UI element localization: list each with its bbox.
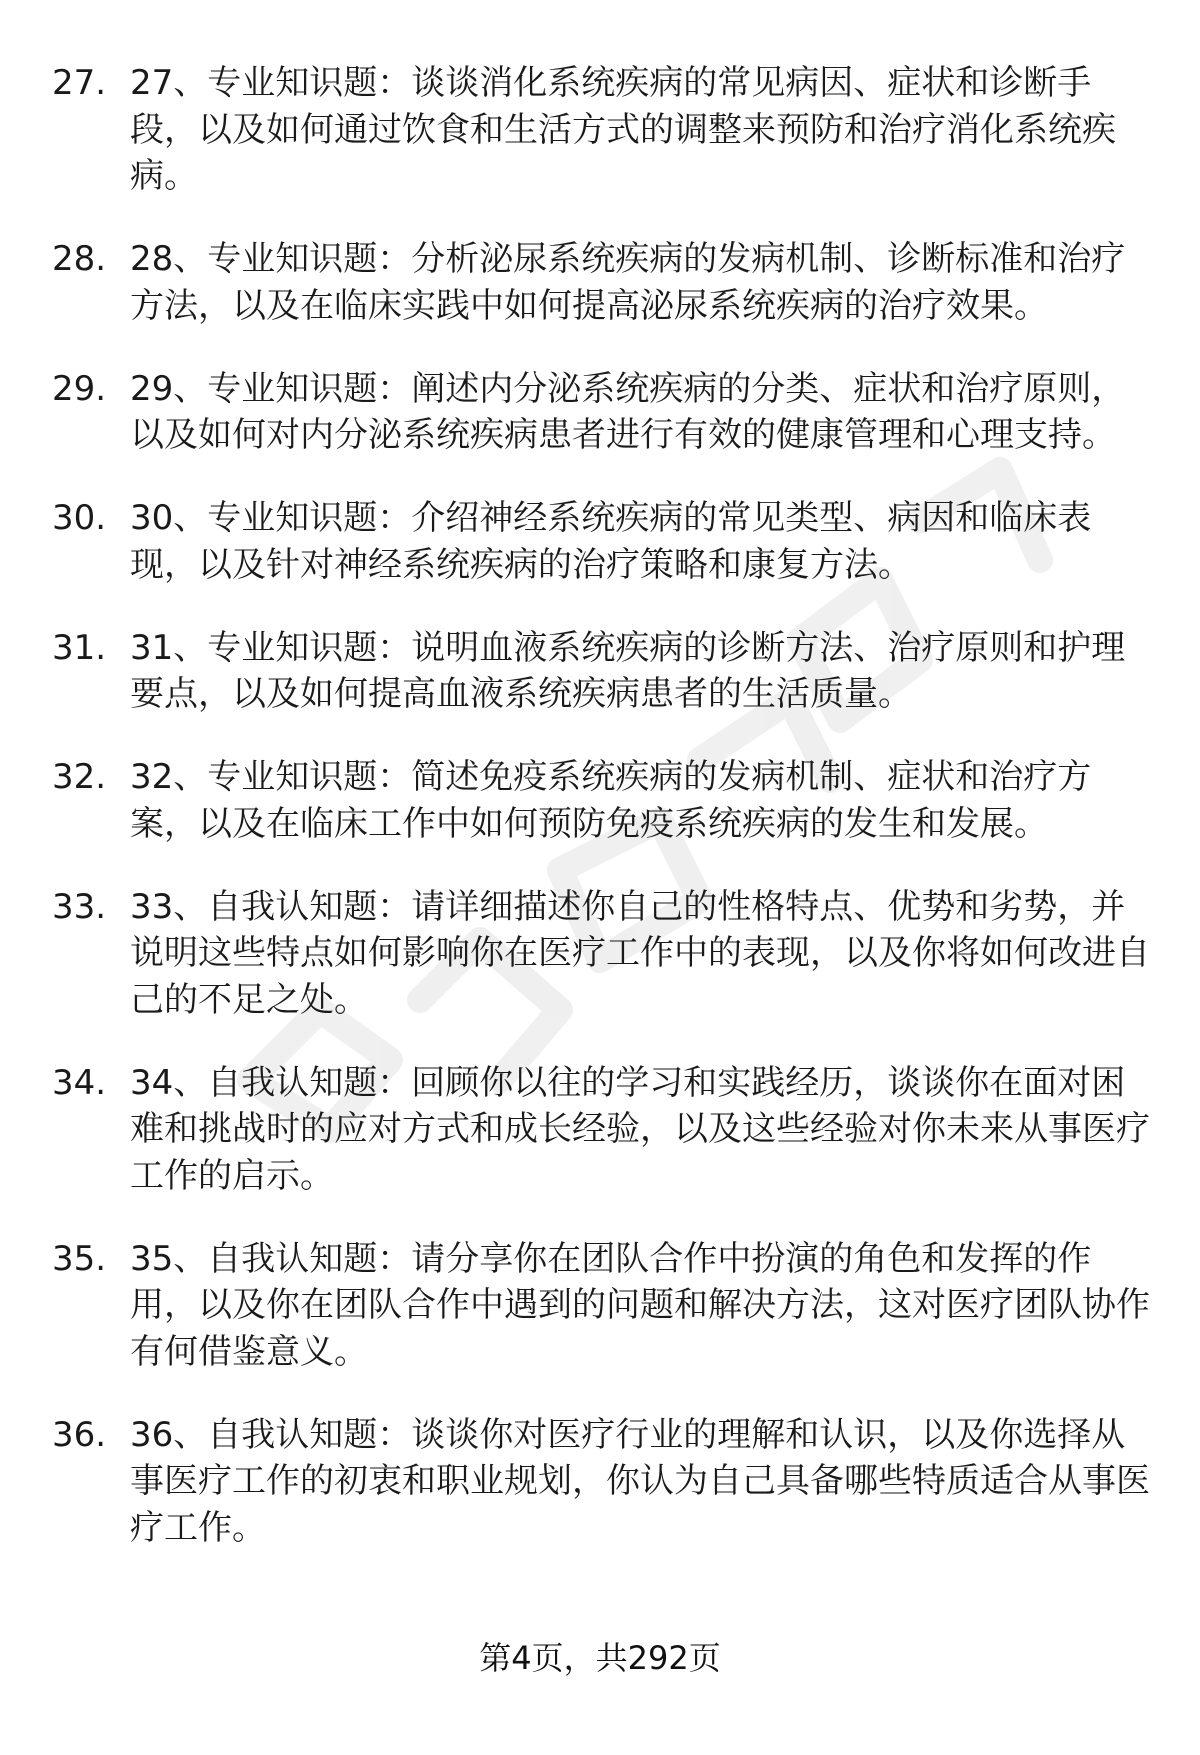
question-item	[52, 366, 1152, 459]
question-number: 27.	[52, 63, 107, 103]
question-list	[52, 60, 1152, 1588]
question-text: 32、专业知识题：简述免疫系统疾病的发病机制、症状和治疗方案，以及在临床工作中如何预防免疫系统疾病的发生和发展。	[130, 757, 1092, 844]
question-item	[52, 236, 1152, 329]
question-number: 31.	[52, 627, 107, 668]
question-number: 29.	[52, 368, 107, 409]
question-number: 32.	[52, 757, 107, 797]
question-number: 34.	[52, 1062, 107, 1103]
question-text: 34、自我认知题：回顾你以往的学习和实践经历，谈谈你在面对困难和挑战时的应对方式和成长经验，以及这些经验对你未来从事医疗工作的启示。	[130, 1062, 1150, 1196]
question-text: 29、专业知识题：阐述内分泌系统疾病的分类、症状和治疗原则，以及如何对内分泌系统疾病患者进行有效的健康管理和心理支持。	[130, 368, 1126, 455]
question-text: 28、专业知识题：分析泌尿系统疾病的发病机制、诊断标准和治疗方法，以及在临床实践中如何提高泌尿系统疾病的治疗效果。	[130, 239, 1126, 326]
question-item	[52, 495, 1152, 588]
question-text: 33、自我认知题：请详细描述你自己的性格特点、优势和劣势，并说明这些特点如何影响你在医疗工作中的表现，以及你将如何改进自己的不足之处。	[130, 886, 1150, 1020]
question-item	[52, 1412, 1152, 1552]
question-number: 28.	[52, 239, 107, 279]
question-item	[52, 884, 1152, 1024]
question-item	[52, 625, 1152, 718]
question-item	[52, 60, 1152, 200]
question-number: 30.	[52, 498, 107, 538]
question-number: 33.	[52, 886, 107, 927]
question-text: 31、专业知识题：说明血液系统疾病的诊断方法、治疗原则和护理要点，以及如何提高血液系统疾病患者的生活质量。	[130, 627, 1126, 714]
question-text: 30、专业知识题：介绍神经系统疾病的常见类型、病因和临床表现，以及针对神经系统疾病的治疗策略和康复方法。	[130, 498, 1092, 585]
question-item	[52, 754, 1152, 847]
question-number: 35.	[52, 1238, 107, 1279]
question-text: 27、专业知识题：谈谈消化系统疾病的常见病因、症状和诊断手段，以及如何通过饮食和生活方式的调整来预防和治疗消化系统疾病。	[130, 63, 1116, 196]
question-item	[52, 1236, 1152, 1376]
question-number: 36.	[52, 1414, 107, 1455]
question-item	[52, 1060, 1152, 1200]
question-text: 36、自我认知题：谈谈你对医疗行业的理解和认识，以及你选择从事医疗工作的初衷和职业规划，你认为自己具备哪些特质适合从事医疗工作。	[130, 1414, 1150, 1548]
page-indicator: 第4页，共292页	[479, 1639, 721, 1677]
question-text: 35、自我认知题：请分享你在团队合作中扮演的角色和发挥的作用，以及你在团队合作中遇到的问题和解决方法，这对医疗团队协作有何借鉴意义。	[130, 1238, 1150, 1372]
